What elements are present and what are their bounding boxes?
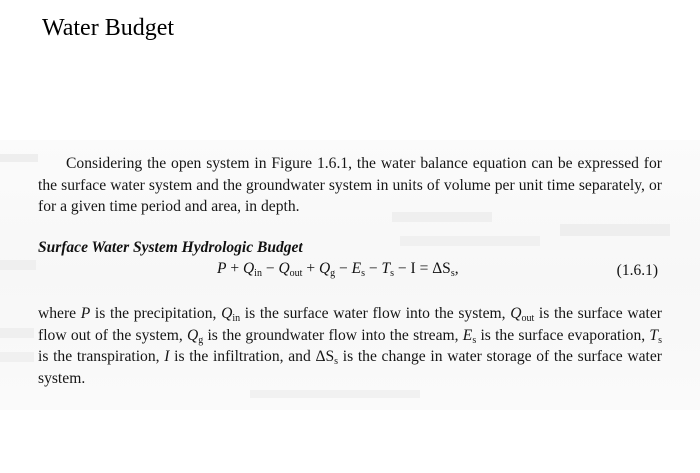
eq-groundwater-flow: Q xyxy=(318,260,331,277)
text-run: is the surface water flow out of the system, xyxy=(38,305,662,344)
bleed-through-text xyxy=(0,154,38,162)
text-run: is the change in water storage of the surface water system. xyxy=(38,348,662,387)
bleed-through-text xyxy=(560,224,670,236)
bleed-through-text xyxy=(0,260,36,270)
eq-sub: out xyxy=(289,268,303,279)
symbol-delta-s: ΔS xyxy=(315,348,335,365)
eq-storage-change: ΔS xyxy=(432,260,451,277)
text-run: is the surface evaporation, xyxy=(476,326,650,344)
eq-evaporation: E xyxy=(351,260,362,277)
symbol-t-s: T xyxy=(649,326,659,344)
symbol-sub: g xyxy=(198,334,204,346)
slide-title: Water Budget xyxy=(42,15,175,41)
bleed-through-text xyxy=(0,352,34,362)
eq-operator: + xyxy=(226,260,243,277)
bleed-through-text xyxy=(250,390,420,398)
eq-sub: g xyxy=(330,268,336,279)
text-run: is the surface water flow into the system, xyxy=(240,305,511,322)
intro-paragraph: Considering the open system in Figure 1.6.1, the water balance equation can be expressed for the surface water system and the groundwater system in units of volume per unit time separately, or for a given time period and area, in depth. xyxy=(38,155,662,215)
eq-operator: − xyxy=(335,260,352,277)
text-run: is the transpiration, xyxy=(38,348,165,365)
symbol-sub: out xyxy=(521,313,535,324)
eq-precipitation: P xyxy=(217,260,227,277)
symbol-sub: in xyxy=(232,313,241,324)
symbol-sub: s xyxy=(472,334,477,346)
definitions-paragraph xyxy=(38,303,662,389)
symbol-i: I xyxy=(164,348,170,365)
symbol-e-s: E xyxy=(462,326,473,344)
equation-number: (1.6.1) xyxy=(616,262,658,279)
bleed-through-text xyxy=(400,236,540,246)
bleed-through-text xyxy=(0,328,34,338)
eq-operator: − xyxy=(261,260,279,277)
eq-transpiration: T xyxy=(381,260,391,277)
eq-sub: s xyxy=(390,268,395,279)
text-run: is the precipitation, xyxy=(90,305,222,322)
eq-sub: s xyxy=(450,268,455,279)
eq-flow-out: Q xyxy=(278,260,290,277)
eq-infiltration: I xyxy=(410,260,416,277)
symbol-sub: s xyxy=(334,356,339,367)
symbol-q-in: Q xyxy=(221,305,233,322)
eq-operator: − xyxy=(365,260,382,277)
eq-operator: + xyxy=(302,260,319,277)
eq-operator: − xyxy=(394,260,411,277)
eq-sub: in xyxy=(254,268,262,279)
symbol-p: P xyxy=(80,305,91,322)
symbol-q-out: Q xyxy=(510,305,522,322)
text-run: is the groundwater flow into the stream, xyxy=(203,326,463,344)
text-run: is the infiltration, and xyxy=(169,348,316,365)
text-run: where xyxy=(38,305,81,322)
symbol-q-g: Q xyxy=(186,326,199,344)
symbol-sub: s xyxy=(658,334,662,346)
eq-flow-in: Q xyxy=(242,260,255,277)
eq-equals: = xyxy=(415,260,433,277)
section-heading: Surface Water System Hydrologic Budget xyxy=(38,239,303,256)
water-balance-equation xyxy=(217,260,459,278)
eq-end: , xyxy=(454,260,459,277)
eq-sub: s xyxy=(361,268,366,279)
